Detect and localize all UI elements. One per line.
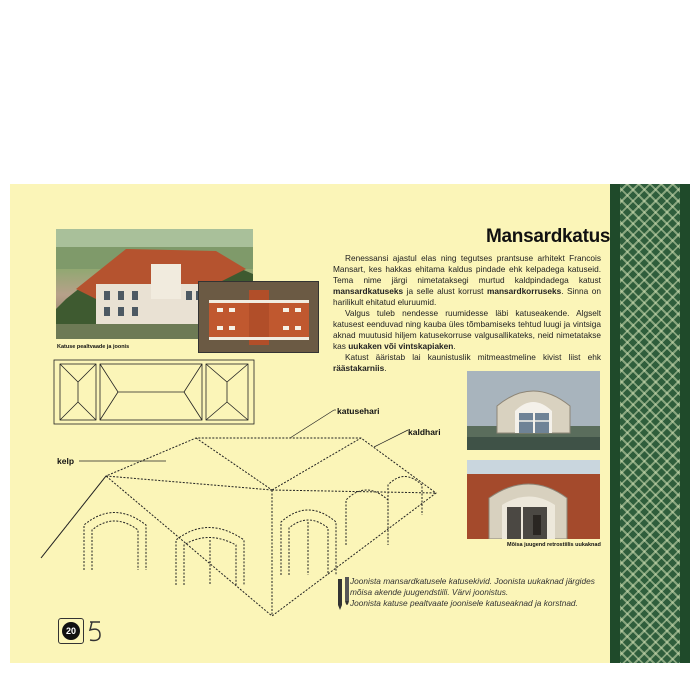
- roof-topview-photo: [198, 281, 319, 353]
- task-1: Joonista mansardkatusele katusekivid. Joonista uukaknad järgides mõisa akende juugendstiili. Värvi joonistus.: [350, 576, 595, 597]
- task-2: Joonista katuse pealtvaate joonisele katuseaknad ja korstnad.: [350, 598, 578, 608]
- label-slope: kelp: [57, 456, 75, 466]
- task-instructions: [350, 576, 600, 609]
- paragraph-1: Renessansi ajastul elas ning tegutses prantsuse arhitekt Francois Mansart, kes hakkas ehitama kaldus pindade ehk kelpadega katuseid. Tema nime järgi nimetataksegi murtud kaldpindadega katust mansardkatuseks ja selle alust korrust mansardkorruseks. Sinna on harilikult ehitatud eluruumid.: [333, 253, 601, 307]
- label-ridge: katusehari: [337, 406, 380, 416]
- aerial-caption: Katuse pealtvaade ja joonis: [57, 344, 130, 350]
- dormer-caption: Mõisa juugend retrostiilis uukaknad: [507, 542, 601, 548]
- decorative-glyph-icon: [86, 618, 106, 644]
- roof-topview-drawing: [54, 360, 254, 424]
- page-number-box: [58, 618, 84, 644]
- label-hip: kaldhari: [408, 427, 441, 437]
- page-number: 20: [62, 622, 80, 640]
- paragraph-2: Valgus tuleb nendesse ruumidesse läbi katuseakende. Algselt katusest eenduvad ning kauba üles tõmbamiseks tehtud luugi ja vintsiga aknad muutusid hiljem katusekorruse valgusallikateks, neid nimetatakse kas uukaken või vintskapiaken.: [333, 308, 601, 351]
- dormer-photo-1: [467, 371, 600, 450]
- dormer-photo-2: [467, 460, 600, 539]
- paragraph-3: Katust ääristab lai kaunistuslik mitmeastmeline kivist liist ehk räästakarniis.: [333, 352, 601, 373]
- decorative-border: [610, 184, 690, 663]
- page-title: Mansardkatus: [486, 226, 611, 247]
